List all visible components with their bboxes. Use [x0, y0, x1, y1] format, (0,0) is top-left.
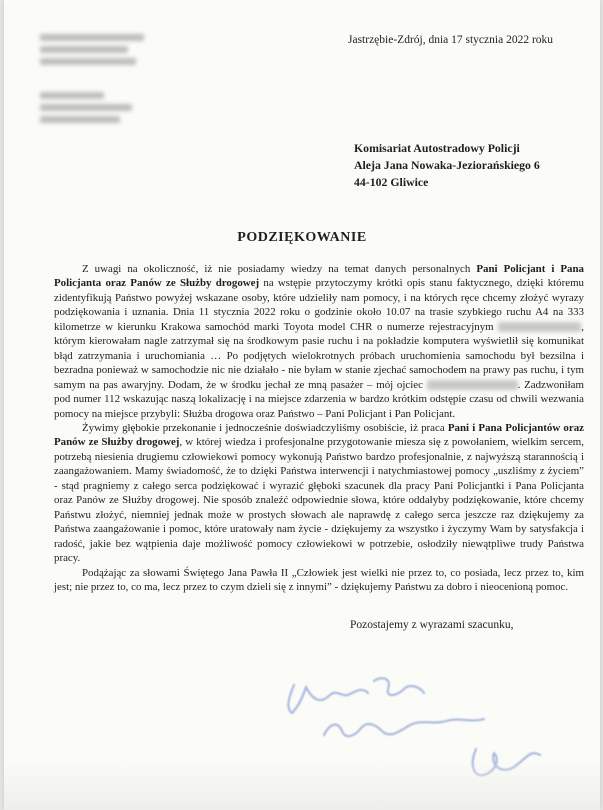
paragraph-text: . Zadzwoniłam pod numer 112 wskazując naszą lokalizację i na miejsce zdarzenia w bardzo krótkim odstępie czasu od chwili wezwania pomocy na miejsce przybyli: Służba drogowa oraz Państwo – Pani Policjant i Pan Policjant.	[54, 378, 584, 420]
redacted-registration	[498, 320, 581, 334]
addressee-line: 44-102 Gliwice	[354, 175, 429, 189]
letter-title: PODZIĘKOWANIE	[237, 230, 367, 245]
paragraph-text: , którym kierowałam nagle zatrzymał się na środkowym pasie ruchu i na pokładzie komputera wyświetlił się komunikat błąd zatrzymania i uruchomiania … Po podjętych wielokrotnych próbach uruchomienia samochodu był bezsilna i bezradna ponieważ w samochodzie nic nie działało - nie byłam w stanie zjechać samochodem na prawy pas ruchu, i tym samym na pas awaryjny. Dodam, że w środku jechał ze mną pasażer – mój ojciec	[54, 320, 584, 391]
paragraph	[54, 421, 584, 566]
redacted-name	[427, 378, 518, 392]
paragraph	[54, 566, 584, 595]
letter-page	[4, 0, 600, 810]
paragraph-text: Z uwagi na okoliczność, iż nie posiadamy wiedzy na temat danych personalnych	[82, 263, 477, 275]
paragraph-text: , w której wiedza i profesjonalne przygotowanie miesza się z powołaniem, wielkim sercem, potrzebą niesienia drugiemu człowiekowi pomocy wykonują Państwo bardzo profesjonalnie, z najwyższą starannością i zaangażowaniem. Mamy świadomość, że to dzięki Państwa interwencji i natychmiastowej pomocy „uszliśmy z życiem” - stąd pragniemy z całego serca podziękować i wyrazić głęboki szacunek dla pracy Pani Policjantki i Pana Policjanta oraz Panów ze Służby drogowej. Nie sposób znaleźć odpowiednie słowa, które oddałyby podziękowanie, które chcemy Państwu złożyć, niemniej jednak może w prostych słowach ale naprawdę z całego serca jeszcze raz dziękujemy za Państwa zaangażowanie i pomoc, które uratowały nam życie - dziękujemy za wszystko i życzymy Wam by satysfakcja i radość, jakie bez wątpienia daje możliwość pomocy człowiekowi w potrzebie, osłodziły niewątpliwe trudy Państwa pracy.	[54, 436, 584, 565]
paragraph	[54, 262, 584, 421]
letter-body	[54, 262, 584, 594]
closing-line: Pozostajemy z wyrazami szacunku,	[350, 619, 514, 631]
page-bottom-shade	[4, 760, 600, 810]
paragraph-bold-text: Pani i Pana Policjantów oraz Panów ze Służby drogowej	[54, 421, 584, 449]
addressee-line: Aleja Jana Nowaka-Jeziorańskiego 6	[354, 158, 540, 172]
paragraph-bold-text: Pani Policjant i Pana Policjanta oraz Panów ze Służby drogowej	[54, 263, 584, 290]
paragraph-text: Podążając za słowami Świętego Jana Pawła II „Człowiek jest wielki nie przez to, co posiada, lecz przez to, kim jest; nie przez to, co ma, lecz przez to czym dzieli się z innymi” - dziękujemy Państwu za dobro i nieocenioną pomoc.	[54, 566, 584, 593]
addressee-line: Komisariat Autostradowy Policji	[354, 141, 520, 155]
paragraph-text: Żywimy głębokie przekonanie i jednocześnie doświadczyliśmy osobiście, iż praca	[82, 421, 448, 434]
paragraph-text: na wstępie przytoczymy krótki opis stanu faktycznego, dzięki któremu zidentyfikują Państwo powyżej wskazane osoby, które udzieliły nam pomocy, i na których ręce chcemy złożyć wyrazy podziękowania i uznania. Dnia 11 stycznia 2022 roku o godzinie około 10.07 na trasie szybkiego ruchu A4 na 333 kilometrze w kierunku Krakowa samochód marki Toyota model CHR o numerze rejestracyjnym	[54, 277, 584, 333]
place-date: Jastrzębie-Zdrój, dnia 17 stycznia 2022 roku	[348, 34, 554, 46]
addressee-block	[354, 140, 540, 191]
